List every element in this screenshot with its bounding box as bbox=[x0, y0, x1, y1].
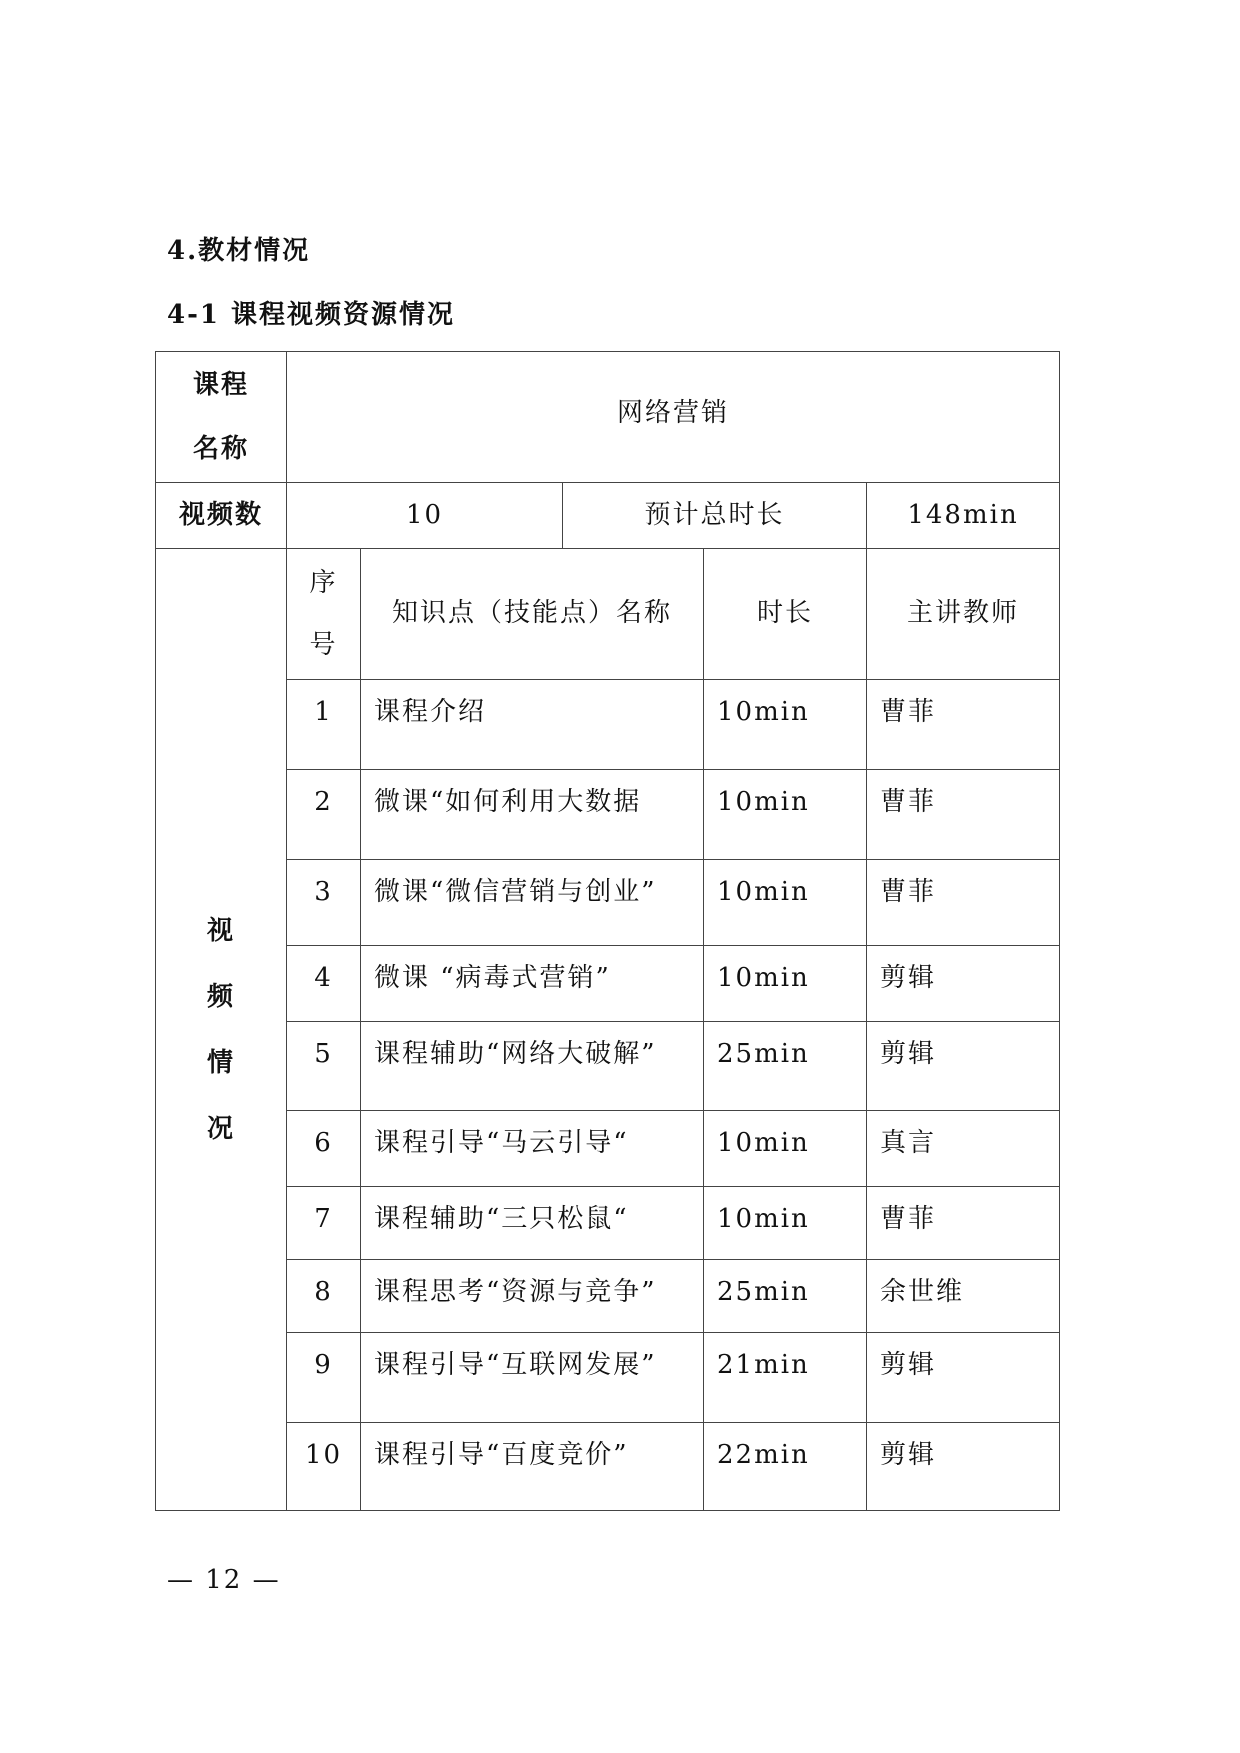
row-teacher: 曹菲 bbox=[867, 770, 1060, 860]
video-header-row bbox=[156, 549, 1060, 680]
row-teacher: 曹菲 bbox=[867, 860, 1060, 946]
video-count-row bbox=[156, 483, 1060, 549]
table-row bbox=[156, 1187, 1060, 1260]
row-teacher: 余世维 bbox=[867, 1260, 1060, 1333]
video-count-value: 10 bbox=[287, 483, 563, 549]
row-teacher: 曹菲 bbox=[867, 1187, 1060, 1260]
page-number: — 12 — bbox=[167, 1565, 281, 1595]
row-topic: 课程引导“百度竞价” bbox=[361, 1423, 704, 1511]
row-teacher: 剪辑 bbox=[867, 1423, 1060, 1511]
table-row bbox=[156, 1111, 1060, 1187]
row-duration: 10min bbox=[704, 860, 867, 946]
table-row bbox=[156, 860, 1060, 946]
row-duration: 22min bbox=[704, 1423, 867, 1511]
row-duration: 10min bbox=[704, 1111, 867, 1187]
row-topic: 课程引导“互联网发展” bbox=[361, 1333, 704, 1423]
table-row bbox=[156, 1333, 1060, 1423]
row-topic: 课程辅助“网络大破解” bbox=[361, 1022, 704, 1111]
table-row bbox=[156, 770, 1060, 860]
row-index: 7 bbox=[287, 1187, 361, 1260]
table-row bbox=[156, 1423, 1060, 1511]
row-topic: 课程引导“马云引导“ bbox=[361, 1111, 704, 1187]
table-row bbox=[156, 1022, 1060, 1111]
row-duration: 10min bbox=[704, 1187, 867, 1260]
course-name-label bbox=[156, 352, 287, 483]
total-duration-value: 148min bbox=[867, 483, 1060, 549]
subsection-title: 4-1 课程视频资源情况 bbox=[167, 300, 456, 330]
row-teacher: 剪辑 bbox=[867, 1333, 1060, 1423]
row-index: 5 bbox=[287, 1022, 361, 1111]
row-topic: 微课 “病毒式营销” bbox=[361, 946, 704, 1022]
course-name-row bbox=[156, 352, 1060, 483]
row-topic: 课程介绍 bbox=[361, 680, 704, 770]
header-teacher: 主讲教师 bbox=[867, 549, 1060, 680]
row-index: 9 bbox=[287, 1333, 361, 1423]
row-topic: 课程辅助“三只松鼠“ bbox=[361, 1187, 704, 1260]
section-title: 4.教材情况 bbox=[167, 236, 311, 266]
table-row bbox=[156, 1260, 1060, 1333]
course-name-label-line2: 名称 bbox=[192, 434, 249, 464]
row-index: 4 bbox=[287, 946, 361, 1022]
row-index: 3 bbox=[287, 860, 361, 946]
row-teacher: 剪辑 bbox=[867, 946, 1060, 1022]
row-duration: 25min bbox=[704, 1260, 867, 1333]
row-duration: 21min bbox=[704, 1333, 867, 1423]
row-index: 2 bbox=[287, 770, 361, 860]
row-duration: 10min bbox=[704, 770, 867, 860]
row-index: 1 bbox=[287, 680, 361, 770]
row-duration: 10min bbox=[704, 946, 867, 1022]
video-section-label: 视 频 情 况 bbox=[156, 549, 287, 1511]
row-index: 8 bbox=[287, 1260, 361, 1333]
course-name-value: 网络营销 bbox=[287, 352, 1060, 483]
row-topic: 微课“微信营销与创业” bbox=[361, 860, 704, 946]
header-topic: 知识点（技能点）名称 bbox=[361, 549, 704, 680]
row-index: 6 bbox=[287, 1111, 361, 1187]
row-teacher: 曹菲 bbox=[867, 680, 1060, 770]
row-duration: 25min bbox=[704, 1022, 867, 1111]
total-duration-label: 预计总时长 bbox=[563, 483, 867, 549]
row-topic: 课程思考“资源与竞争” bbox=[361, 1260, 704, 1333]
row-index: 10 bbox=[287, 1423, 361, 1511]
video-count-label: 视频数 bbox=[156, 483, 287, 549]
course-video-table bbox=[155, 351, 1060, 1511]
row-duration: 10min bbox=[704, 680, 867, 770]
table-row bbox=[156, 946, 1060, 1022]
row-teacher: 剪辑 bbox=[867, 1022, 1060, 1111]
header-duration: 时长 bbox=[704, 549, 867, 680]
header-index: 序 号 bbox=[287, 549, 361, 680]
row-topic: 微课“如何利用大数据 bbox=[361, 770, 704, 860]
table-row bbox=[156, 680, 1060, 770]
course-name-label-line1: 课程 bbox=[192, 370, 249, 400]
row-teacher: 真言 bbox=[867, 1111, 1060, 1187]
